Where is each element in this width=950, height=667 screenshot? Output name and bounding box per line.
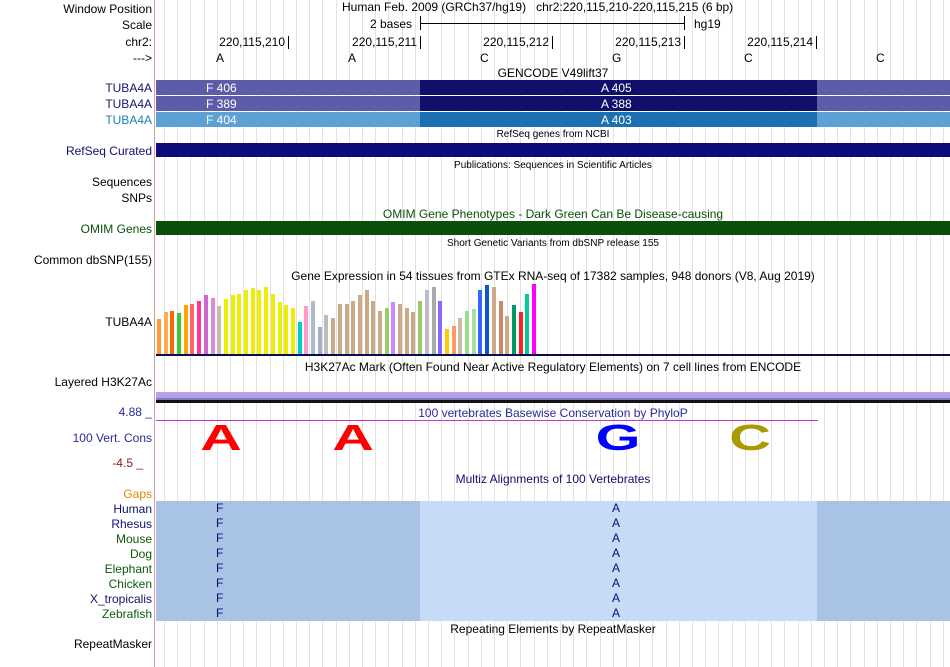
gaps-label[interactable]: Gaps	[123, 487, 152, 501]
multiz-alignment-block	[817, 576, 950, 591]
phylop-base-logo[interactable]: G	[595, 417, 641, 458]
gtex-tissue-bar[interactable]	[452, 326, 456, 354]
publications-snps-label[interactable]: SNPs	[121, 191, 152, 205]
multiz-alignment-block	[817, 501, 950, 516]
multiz-alignment-block	[156, 546, 420, 561]
ruler-base: A	[348, 51, 357, 65]
gtex-tissue-bar[interactable]	[512, 305, 516, 354]
gtex-tissue-bar[interactable]	[505, 316, 509, 354]
phylop-base-logo[interactable]: C	[729, 417, 771, 458]
phylop-max-label: 4.88 _	[118, 405, 152, 419]
dbsnp-title[interactable]: Short Genetic Variants from dbSNP release 155	[447, 238, 659, 249]
multiz-species-label[interactable]: Mouse	[115, 532, 152, 546]
gtex-tissue-bar[interactable]	[251, 288, 255, 354]
multiz-aa-left: F	[216, 546, 224, 560]
multiz-alignment-block	[156, 501, 420, 516]
window-position-label: Window Position	[63, 2, 152, 16]
publications-title[interactable]: Publications: Sequences in Scientific Articles	[454, 160, 652, 171]
repeatmasker-title[interactable]: Repeating Elements by RepeatMasker	[450, 622, 656, 636]
gtex-tissue-bar[interactable]	[385, 308, 389, 354]
gtex-tissue-bar[interactable]	[224, 299, 228, 354]
gtex-tissue-bar[interactable]	[204, 295, 208, 354]
multiz-species-label[interactable]: Chicken	[108, 577, 152, 591]
gtex-tissue-bar[interactable]	[271, 294, 275, 354]
gtex-tissue-bar[interactable]	[365, 290, 369, 354]
ruler-tick-label: 220,115,212	[483, 35, 549, 49]
multiz-aa-right: A	[612, 591, 621, 605]
multiz-alignment-block	[156, 516, 420, 531]
gtex-tissue-bar[interactable]	[190, 304, 194, 354]
multiz-aa-right: A	[612, 576, 621, 590]
scale-bar-right-tick	[684, 16, 685, 30]
multiz-species-label[interactable]: X_tropicalis	[89, 592, 152, 606]
gtex-tissue-bar[interactable]	[445, 329, 449, 354]
multiz-alignment-block	[817, 561, 950, 576]
gtex-tissue-bar[interactable]	[499, 301, 503, 354]
multiz-aa-left: F	[216, 591, 224, 605]
multiz-aa-left: F	[216, 516, 224, 530]
gtex-tissue-bar[interactable]	[177, 313, 181, 354]
gencode-transcript-label[interactable]: TUBA4A	[105, 113, 152, 127]
gtex-tissue-bar[interactable]	[432, 287, 436, 354]
chrom-label: chr2:	[125, 35, 152, 49]
gencode-exon-left[interactable]	[156, 80, 420, 95]
multiz-species-label[interactable]: Human	[113, 502, 152, 516]
gtex-tissue-bar[interactable]	[345, 304, 349, 354]
multiz-alignment-block	[156, 561, 420, 576]
gtex-tissue-bar[interactable]	[170, 311, 174, 354]
ruler-tick-mark	[552, 36, 553, 49]
gtex-tissue-bar[interactable]	[465, 311, 469, 354]
multiz-aa-left: F	[216, 576, 224, 590]
refseq-title[interactable]: RefSeq genes from NCBI	[496, 129, 610, 140]
omim-gene-bar[interactable]	[156, 221, 950, 235]
gtex-tissue-bar[interactable]	[398, 304, 402, 354]
gtex-tissue-bar[interactable]	[298, 322, 302, 354]
ruler-tick-label: 220,115,211	[352, 35, 417, 49]
gencode-codon-left: F 404	[206, 113, 237, 127]
h3k27ac-title[interactable]: H3K27Ac Mark (Often Found Near Active Regulatory Elements) on 7 cell lines from ENCODE	[304, 360, 802, 374]
gtex-title[interactable]: Gene Expression in 54 tissues from GTEx RNA-seq of 17382 samples, 948 donors (V8, Aug 2019)	[291, 269, 815, 283]
gtex-tissue-bar[interactable]	[438, 301, 442, 354]
multiz-species-label[interactable]: Rhesus	[111, 517, 152, 531]
ruler-tick-mark	[420, 36, 421, 49]
gtex-tissue-bar[interactable]	[211, 298, 215, 354]
gtex-tissue-bar[interactable]	[525, 294, 529, 354]
gencode-codon-right: A 388	[601, 97, 632, 111]
gtex-baseline	[156, 354, 950, 356]
gtex-tissue-bar[interactable]	[244, 290, 248, 354]
label-separator	[154, 0, 155, 667]
gencode-exon-right[interactable]	[817, 80, 950, 95]
gtex-tissue-bar[interactable]	[492, 287, 496, 354]
gtex-tissue-bar[interactable]	[418, 301, 422, 354]
multiz-alignment-block	[156, 531, 420, 546]
multiz-alignment-block	[817, 531, 950, 546]
strand-arrow-label: --->	[133, 51, 152, 65]
multiz-alignment-block	[817, 606, 950, 621]
gencode-transcript-label[interactable]: TUBA4A	[105, 97, 152, 111]
multiz-aa-right: A	[612, 546, 621, 560]
multiz-alignment-block	[817, 546, 950, 561]
gtex-tissue-bar[interactable]	[371, 301, 375, 354]
phylop-base-logo[interactable]: A	[332, 417, 374, 458]
multiz-species-label[interactable]: Zebrafish	[101, 607, 152, 621]
assembly-info	[342, 0, 733, 14]
gtex-tissue-bar[interactable]	[164, 312, 168, 354]
gencode-codon-right: A 403	[601, 113, 632, 127]
gencode-codon-left: F 389	[206, 97, 237, 111]
gtex-tissue-bar[interactable]	[237, 294, 241, 354]
gtex-tissue-bar[interactable]	[331, 318, 335, 354]
scale-bar	[420, 23, 684, 24]
gtex-tissue-bar[interactable]	[358, 295, 362, 354]
gtex-tissue-bar[interactable]	[324, 315, 328, 354]
ruler-tick-label: 220,115,213	[615, 35, 681, 49]
ruler-base: C	[744, 51, 753, 65]
ruler-tick-label: 220,115,210	[219, 35, 285, 49]
multiz-species-label[interactable]: Elephant	[104, 562, 152, 576]
multiz-aa-left: F	[216, 501, 224, 515]
ruler-tick-mark	[816, 36, 817, 49]
gtex-tissue-bar[interactable]	[318, 327, 322, 354]
multiz-species-label[interactable]: Dog	[129, 547, 152, 561]
gencode-exon-right[interactable]	[817, 112, 950, 127]
phylop-min-label: -4.5 _	[112, 456, 143, 470]
omim-title[interactable]: OMIM Gene Phenotypes - Dark Green Can Be Disease-causing	[382, 207, 724, 221]
gtex-tissue-bar[interactable]	[231, 295, 235, 354]
gtex-tissue-bar[interactable]	[257, 290, 261, 354]
multiz-aa-left: F	[216, 531, 224, 545]
gencode-codon-left: F 406	[206, 81, 237, 95]
h3k27ac-label[interactable]: Layered H3K27Ac	[54, 375, 152, 389]
multiz-alignment-block	[156, 576, 420, 591]
multiz-aa-right: A	[612, 561, 621, 575]
gtex-tissue-bar[interactable]	[351, 301, 355, 354]
ruler-tick-mark	[288, 36, 289, 49]
multiz-aa-right: A	[612, 606, 621, 620]
refseq-gene-bar[interactable]	[156, 143, 950, 157]
gtex-tissue-bar[interactable]	[411, 312, 415, 354]
omim-label[interactable]: OMIM Genes	[80, 222, 152, 236]
ruler-tick-mark	[684, 36, 685, 49]
gencode-title[interactable]: GENCODE V49lift37	[497, 66, 609, 80]
assembly-name: Human Feb. 2009 (GRCh37/hg19)	[342, 0, 527, 14]
position-text: chr2:220,115,210-220,115,215 (6 bp)	[536, 0, 734, 14]
gencode-codon-right: A 405	[601, 81, 632, 95]
gtex-tissue-bar[interactable]	[197, 301, 201, 354]
gtex-tissue-bar[interactable]	[519, 312, 523, 354]
phylop-title[interactable]: 100 vertebrates Basewise Conservation by PhyloP	[418, 406, 688, 420]
gtex-tissue-bar[interactable]	[478, 290, 482, 354]
ruler-base: C	[480, 51, 489, 65]
gencode-transcript-label[interactable]: TUBA4A	[105, 81, 152, 95]
multiz-aa-left: F	[216, 606, 224, 620]
multiz-aa-right: A	[612, 531, 621, 545]
gtex-tissue-bar[interactable]	[391, 302, 395, 354]
phylop-label[interactable]: 100 Vert. Cons	[72, 431, 152, 445]
gtex-tissue-bar[interactable]	[311, 301, 315, 354]
multiz-title[interactable]: Multiz Alignments of 100 Vertebrates	[455, 472, 651, 486]
multiz-aa-right: A	[612, 501, 621, 515]
gtex-tissue-bar[interactable]	[304, 306, 308, 354]
gtex-tissue-bar[interactable]	[425, 290, 429, 354]
scale-label: Scale	[121, 18, 152, 32]
ruler-base: C	[876, 51, 885, 65]
multiz-alignment-block	[156, 591, 420, 606]
multiz-aa-right: A	[612, 516, 621, 530]
repeatmasker-label[interactable]: RepeatMasker	[73, 637, 152, 651]
gtex-tissue-bar[interactable]	[485, 285, 489, 354]
gtex-tissue-bar[interactable]	[264, 287, 268, 354]
gtex-tissue-bar[interactable]	[338, 304, 342, 354]
refseq-label[interactable]: RefSeq Curated	[65, 144, 152, 158]
ruler-tick-label: 220,115,214	[747, 35, 813, 49]
scale-db: hg19	[694, 17, 721, 31]
publications-sequences-label[interactable]: Sequences	[91, 175, 152, 189]
h3k27ac-layer-4	[156, 400, 950, 403]
gtex-tissue-bar[interactable]	[378, 311, 382, 354]
gencode-exon-left[interactable]	[156, 112, 420, 127]
gtex-tissue-bar[interactable]	[472, 309, 476, 354]
multiz-alignment-block	[817, 516, 950, 531]
gtex-tissue-bar[interactable]	[278, 302, 282, 354]
gtex-label[interactable]: TUBA4A	[105, 315, 152, 329]
dbsnp-label[interactable]: Common dbSNP(155)	[33, 253, 152, 267]
gtex-tissue-bar[interactable]	[217, 306, 221, 354]
gtex-tissue-bar[interactable]	[184, 305, 188, 354]
phylop-base-logo[interactable]: A	[200, 417, 242, 458]
multiz-alignment-block	[156, 606, 420, 621]
gencode-exon-left[interactable]	[156, 96, 420, 111]
gtex-tissue-bar[interactable]	[405, 308, 409, 354]
gtex-tissue-bar[interactable]	[532, 284, 536, 354]
gencode-exon-right[interactable]	[817, 96, 950, 111]
gtex-tissue-bar[interactable]	[458, 318, 462, 354]
gtex-tissue-bar[interactable]	[284, 305, 288, 354]
multiz-alignment-block	[817, 591, 950, 606]
ruler-base: G	[612, 51, 622, 65]
gtex-tissue-bar[interactable]	[157, 319, 161, 354]
gtex-tissue-bar[interactable]	[291, 308, 295, 354]
ruler-base: A	[216, 51, 225, 65]
multiz-aa-left: F	[216, 561, 224, 575]
scale-text: 2 bases	[370, 17, 413, 31]
